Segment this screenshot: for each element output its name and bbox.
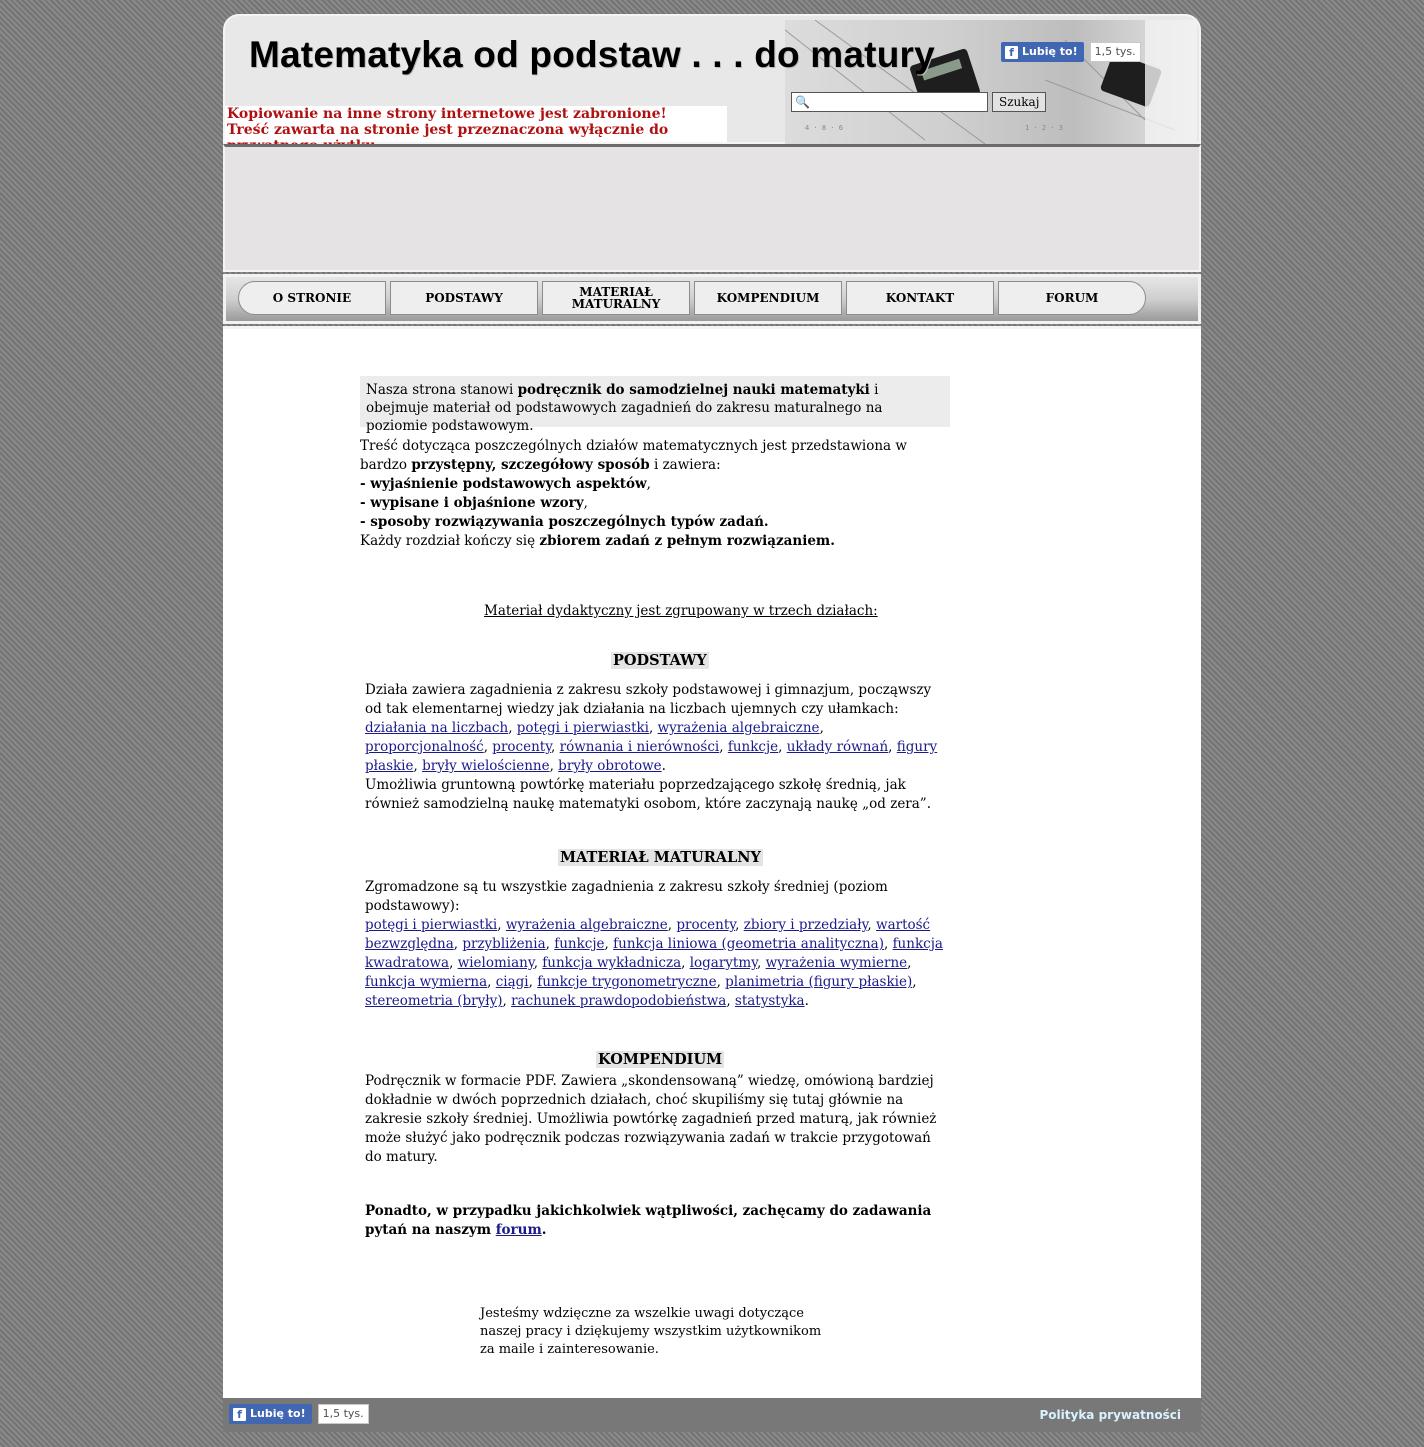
- link-separator: ,: [497, 917, 506, 933]
- topic-link[interactable]: funkcje: [727, 739, 779, 755]
- link-separator: .: [804, 993, 809, 1009]
- facebook-icon: f: [233, 1408, 246, 1421]
- podstawy-link-list: [365, 720, 937, 774]
- chapter-bold: zbiorem zadań z pełnym rozwiązaniem.: [539, 533, 835, 549]
- link-separator: ,: [449, 955, 458, 971]
- topic-link[interactable]: planimetria (figury płaskie): [725, 974, 913, 990]
- features-text: Treść dotycząca poszczególnych działów matematycznych jest przedstawiona w bardzo: [360, 438, 907, 473]
- feature-bullet: - sposoby rozwiązywania poszczególnych typów zadań.: [360, 514, 769, 530]
- intro-text-end: i obejmuje materiał od podstawowych zagadnień do zakresu maturalnego na poziomie podstawowym.: [366, 382, 883, 434]
- search-form: [791, 92, 1046, 112]
- link-separator: ,: [545, 936, 555, 952]
- topic-link[interactable]: funkcja kwadratowa: [365, 936, 943, 971]
- topic-link[interactable]: wyrażenia algebraiczne: [505, 917, 668, 933]
- topic-link[interactable]: stereometria (bryły): [365, 993, 503, 1009]
- fb-like-button[interactable]: [1001, 42, 1084, 62]
- feature-bullet: - wypisane i objaśnione wzory: [360, 495, 584, 511]
- link-separator: ,: [604, 936, 614, 952]
- features-text-end: i zawiera:: [649, 457, 721, 473]
- features-bold: przystępny, szczegółowy sposób: [411, 457, 650, 473]
- link-separator: ,: [883, 936, 893, 952]
- topic-link[interactable]: wyrażenia algebraiczne: [657, 720, 820, 736]
- intro-box: [360, 376, 950, 434]
- nav-label: KOMPENDIUM: [716, 291, 820, 305]
- section-title-maturalny: MATERIAŁ MATURALNY: [560, 849, 761, 866]
- fb-like-count: 1,5 tys.: [1090, 42, 1141, 62]
- features-paragraph: Treść dotycząca poszczególnych działów matematycznych jest przedstawiona w bardzo przystępny, szczegółowy sposób i zawiera: - wyjaśnienie podstawowych aspektów, - wypisane i objaśnione wzory, - sposoby rozwiązywania poszczególnych typów zadań. Każdy rozdział kończy się zbiorem zadań z pełnym rozwiązaniem.: [360, 438, 907, 549]
- topic-link[interactable]: funkcje: [554, 936, 605, 952]
- topic-link[interactable]: statystyka: [734, 993, 805, 1009]
- nav-item-material-maturalny[interactable]: [542, 281, 690, 315]
- topic-link[interactable]: zbiory i przedziały: [743, 917, 868, 933]
- fb-like-count: 1,5 tys.: [318, 1404, 369, 1424]
- groups-heading: Materiał dydaktyczny jest zgrupowany w trzech działach:: [484, 603, 878, 619]
- podstawy-body: [365, 681, 940, 814]
- forum-note-end: .: [541, 1222, 547, 1238]
- feature-bullet: - wyjaśnienie podstawowych aspektów: [360, 476, 647, 492]
- link-separator: ,: [778, 739, 787, 755]
- topic-link[interactable]: potęgi i pierwiastki: [516, 720, 649, 736]
- topic-link[interactable]: wyrażenia wymierne: [765, 955, 908, 971]
- svg-text:1 · 2 · 3: 1 · 2 · 3: [1025, 124, 1063, 132]
- topic-link[interactable]: przybliżenia: [462, 936, 546, 952]
- fb-like-label: Lubię to!: [1022, 45, 1078, 58]
- nav-label: MATERIAŁ: [579, 285, 653, 299]
- ad-banner-area: [223, 144, 1201, 272]
- topic-link[interactable]: proporcjonalność: [365, 739, 484, 755]
- link-separator: ,: [483, 739, 493, 755]
- thanks-note: Jesteśmy wdzięczne za wszelkie uwagi dotyczące naszej pracy i dziękujemy wszystkim użytkownikom za maile i zainteresowanie.: [480, 1306, 822, 1357]
- intro-bold: podręcznik do samodzielnej nauki matematyki: [517, 382, 870, 398]
- nav-item-kompendium[interactable]: [694, 281, 842, 315]
- forum-note-text: Ponadto, w przypadku jakichkolwiek wątpliwości, zachęcamy do zadawania pytań na naszym: [365, 1203, 932, 1238]
- link-separator: ,: [888, 739, 897, 755]
- topic-link[interactable]: działania na liczbach: [365, 720, 509, 736]
- nav-label: PODSTAWY: [425, 291, 503, 305]
- fb-like-button[interactable]: [229, 1404, 312, 1424]
- link-separator: ,: [528, 974, 538, 990]
- topic-link[interactable]: figury płaskie: [365, 739, 938, 774]
- topic-link[interactable]: procenty: [676, 917, 736, 933]
- topic-link[interactable]: bryły wielościenne: [422, 758, 550, 774]
- link-separator: ,: [726, 993, 735, 1009]
- maturalny-desc: Zgromadzone są tu wszystkie zagadnienia z zakresu szkoły średniej (poziom podstawowy):: [365, 879, 888, 914]
- link-separator: ,: [487, 974, 496, 990]
- nav-item-forum[interactable]: [998, 281, 1146, 315]
- link-separator: ,: [912, 974, 917, 990]
- topic-link[interactable]: funkcja liniowa (geometria analityczna): [613, 936, 884, 952]
- chapter-text: Każdy rozdział kończy się: [360, 533, 540, 549]
- topic-link[interactable]: rachunek prawdopodobieństwa: [511, 993, 727, 1009]
- maturalny-link-list: [365, 917, 943, 1009]
- link-separator: ,: [667, 917, 677, 933]
- link-separator: ,: [867, 917, 877, 933]
- search-button[interactable]: Szukaj: [992, 92, 1046, 112]
- nav-item-o-stronie[interactable]: [238, 281, 386, 315]
- nav-item-kontakt[interactable]: [846, 281, 994, 315]
- section-title-kompendium: KOMPENDIUM: [598, 1051, 723, 1068]
- copy-warning: [225, 106, 727, 142]
- site-title: Matematyka od podstaw . . . do matury: [249, 34, 935, 75]
- link-separator: ,: [549, 758, 559, 774]
- site-footer: [223, 1398, 1201, 1432]
- link-separator: ,: [716, 974, 726, 990]
- search-input[interactable]: [791, 92, 988, 112]
- nav-label-line2: MATURALNY: [571, 297, 661, 311]
- link-separator: ,: [907, 955, 912, 971]
- podstawy-after: Umożliwia gruntowną powtórkę materiału poprzedzającego szkołę średnią, jak również samodzielną naukę matematyki osobom, które zaczynają naukę „od zera”.: [365, 777, 931, 812]
- link-separator: ,: [649, 720, 658, 736]
- nav-item-podstawy[interactable]: [390, 281, 538, 315]
- maturalny-body: [365, 878, 945, 1011]
- search-icon: 🔍: [795, 95, 810, 109]
- topic-link[interactable]: funkcje trygonometryczne: [537, 974, 717, 990]
- forum-link[interactable]: forum: [495, 1222, 542, 1238]
- link-separator: ,: [453, 936, 463, 952]
- link-separator: ,: [735, 917, 744, 933]
- topic-link[interactable]: równania i nierówności: [559, 739, 720, 755]
- site-header: [223, 14, 1201, 144]
- copy-warning-line2: Treść zawarta na stronie jest przeznaczona wyłącznie do: [227, 122, 669, 138]
- topic-link[interactable]: układy równań: [786, 739, 889, 755]
- footer-fb-like-widget[interactable]: [229, 1404, 369, 1424]
- topic-link[interactable]: procenty: [492, 739, 552, 755]
- topic-link[interactable]: ciągi: [495, 974, 529, 990]
- forum-note: [365, 1202, 935, 1240]
- section-title-podstawy: PODSTAWY: [613, 652, 707, 669]
- topic-link[interactable]: potęgi i pierwiastki: [365, 917, 498, 933]
- topic-link[interactable]: wartość bezwzględna: [365, 917, 931, 952]
- link-separator: ,: [508, 720, 517, 736]
- podstawy-desc: Działa zawiera zagadnienia z zakresu szkoły podstawowej i gimnazjum, począwszy od tak elementarnej wiedzy jak działania na liczbach ujemnych czy ułamkach:: [365, 682, 932, 717]
- topic-link[interactable]: logarytmy: [689, 955, 757, 971]
- svg-text:4 · 8 · 6: 4 · 8 · 6: [805, 124, 843, 132]
- intro-text: Nasza strona stanowi: [366, 382, 518, 398]
- nav-label: KONTAKT: [885, 291, 955, 305]
- topic-link[interactable]: wielomiany: [457, 955, 534, 971]
- copy-warning-line1: Kopiowanie na inne strony internetowe jest zabronione!: [227, 106, 667, 122]
- link-separator: ,: [681, 955, 690, 971]
- link-separator: ,: [819, 720, 824, 736]
- link-separator: ,: [757, 955, 766, 971]
- privacy-policy-link[interactable]: Polityka prywatności: [1039, 1408, 1181, 1422]
- fb-like-label: Lubię to!: [250, 1407, 306, 1420]
- main-content: [223, 326, 1201, 1398]
- topic-link[interactable]: funkcja wykładnicza: [542, 955, 682, 971]
- link-separator: ,: [502, 993, 512, 1009]
- main-nav: [223, 274, 1201, 324]
- nav-label: FORUM: [1045, 291, 1099, 305]
- link-separator: ,: [551, 739, 560, 755]
- facebook-icon: f: [1005, 46, 1018, 59]
- kompendium-body: Podręcznik w formacie PDF. Zawiera „skondensowaną” wiedzę, omówioną bardziej dokładnie w dwóch poprzednich działach, choć skupiliśmy się tutaj głównie na zakresie szkoły średniej. Umożliwia powtórkę zagadnień przed maturą, jak również może służyć jako podręcznik podczas rozwiązywania zadań w trakcie przygotowań do matury.: [365, 1073, 937, 1165]
- link-separator: ,: [719, 739, 728, 755]
- link-separator: ,: [413, 758, 423, 774]
- topic-link[interactable]: bryły obrotowe: [558, 758, 662, 774]
- topic-link[interactable]: funkcja wymierna: [365, 974, 488, 990]
- link-separator: .: [661, 758, 666, 774]
- fb-like-widget[interactable]: [1001, 42, 1141, 62]
- nav-label: O STRONIE: [272, 291, 352, 305]
- link-separator: ,: [533, 955, 543, 971]
